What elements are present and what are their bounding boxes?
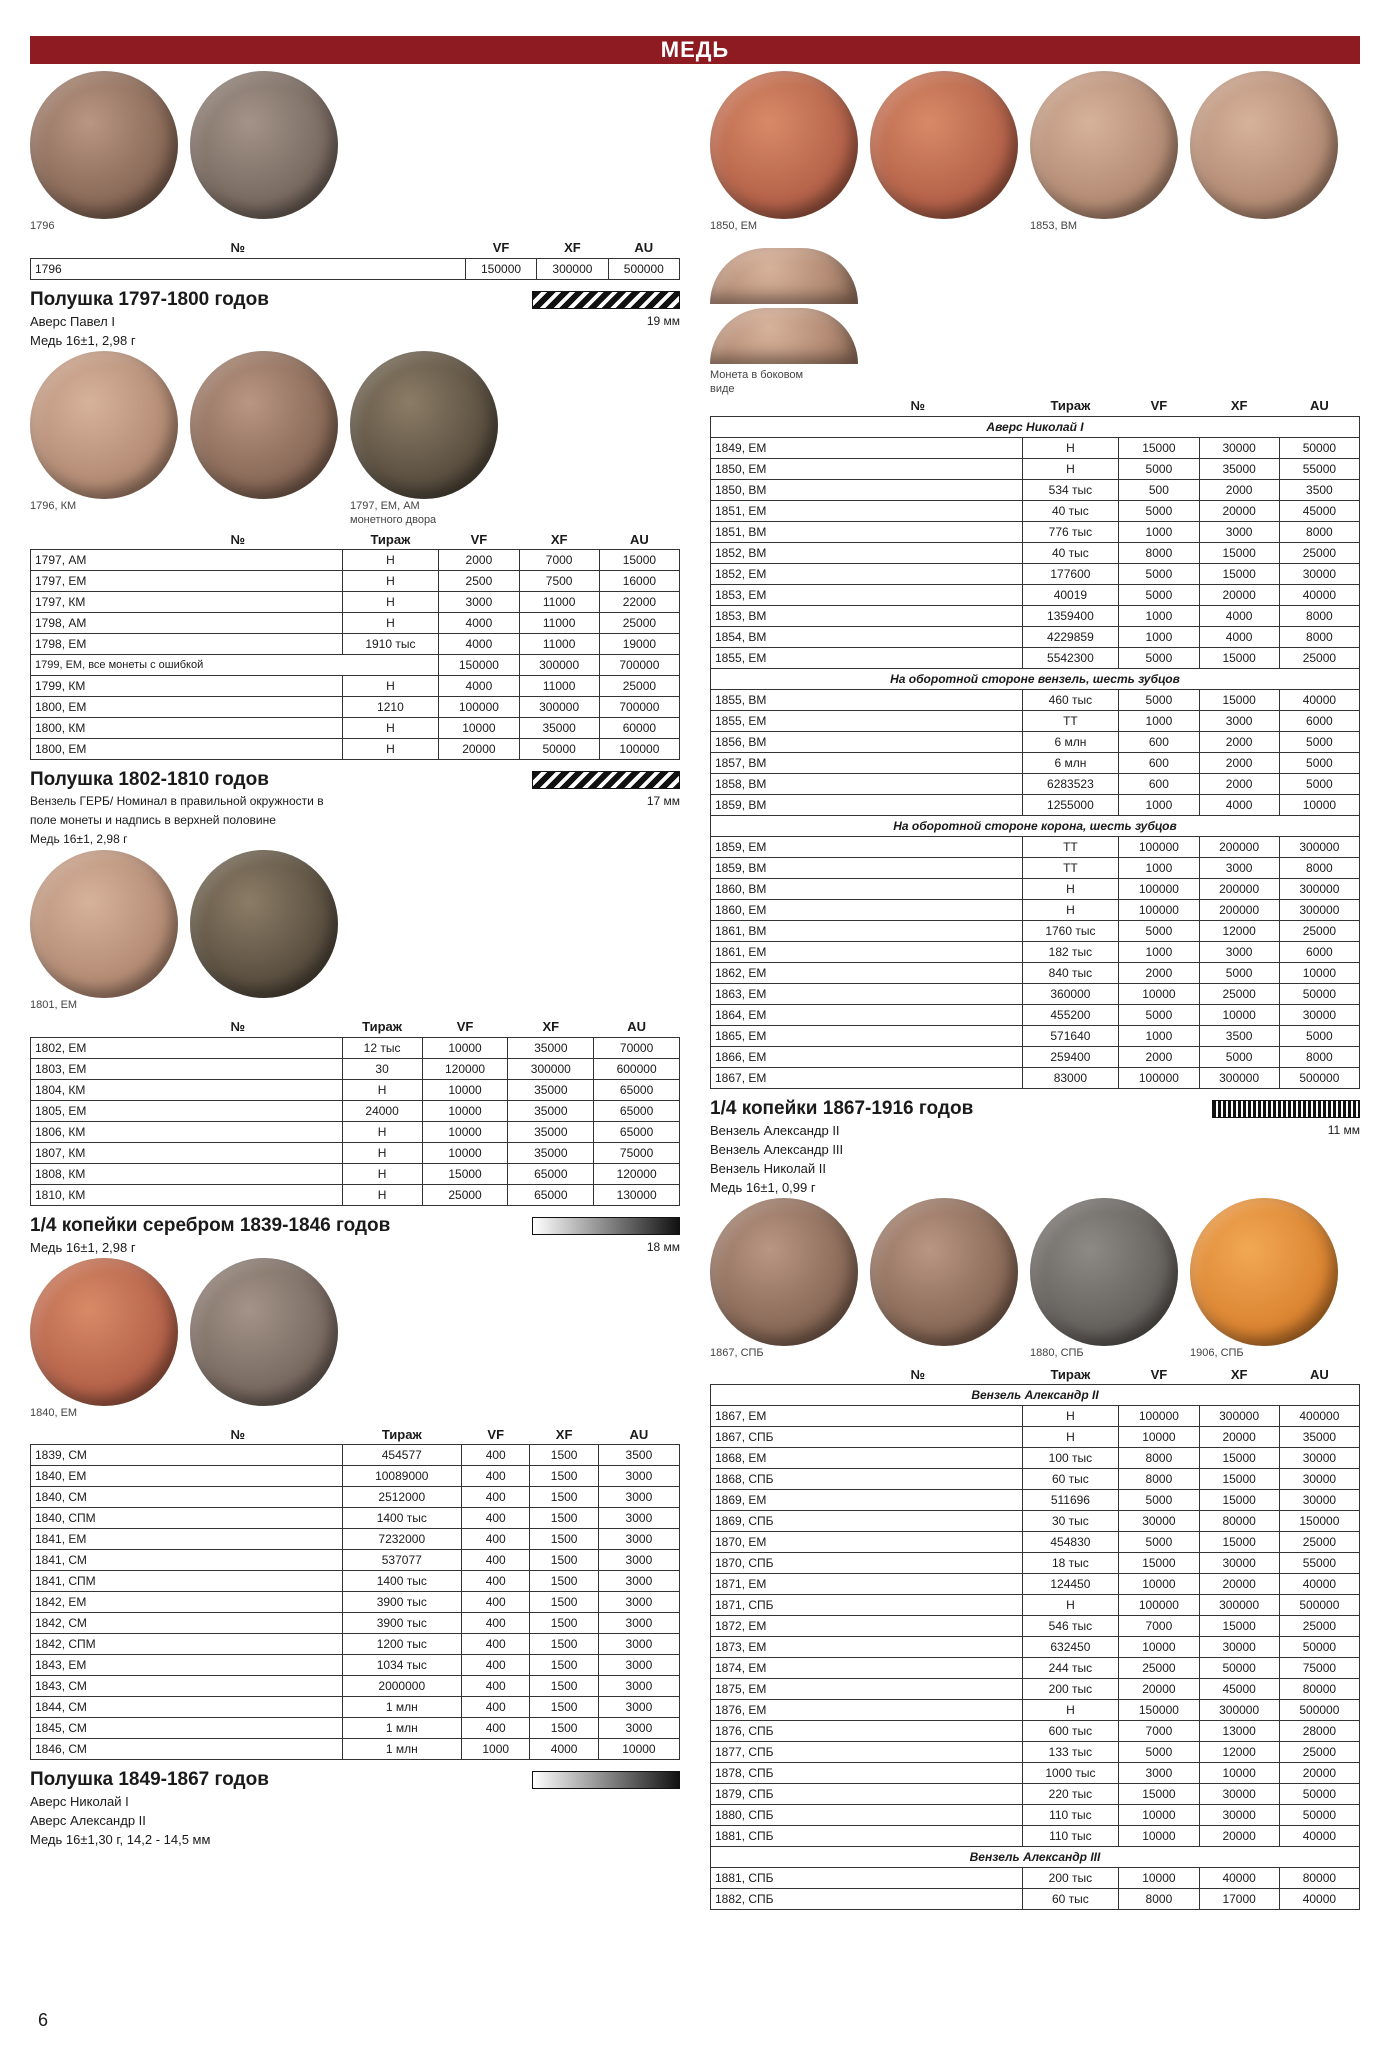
coin-image: [30, 71, 178, 219]
coin-images: [30, 849, 680, 999]
table-row: 1804, КМ Н 10000 35000 65000: [31, 1079, 680, 1100]
table-row: 1808, КМ Н 15000 65000 120000: [31, 1163, 680, 1184]
table-row: 1856, ВМ 6 млн 600 2000 5000: [711, 731, 1360, 752]
table-row: 1803, ЕМ 30 120000 300000 600000: [31, 1058, 680, 1079]
table-row: 1840, ЕМ 10089000 400 1500 3000: [31, 1466, 680, 1487]
table-row: 1853, ВМ 1359400 1000 4000 8000: [711, 605, 1360, 626]
table-row: 1846, СМ 1 млн 1000 4000 10000: [31, 1739, 680, 1760]
table-row: 1800, ЕМ 1210 100000 300000 700000: [31, 697, 680, 718]
table-row: 1863, ЕМ 360000 10000 25000 50000: [711, 983, 1360, 1004]
table-row: 1852, ЕМ 177600 5000 15000 30000: [711, 563, 1360, 584]
coin-edge-image: [710, 308, 858, 364]
table-row: 1869, СПБ 30 тыс 30000 80000 150000: [711, 1511, 1360, 1532]
table-row: 1851, ЕМ 40 тыс 5000 20000 45000: [711, 500, 1360, 521]
table-row: 1859, ВМ ТТ 1000 3000 8000: [711, 857, 1360, 878]
table-row: 1840, СМ 2512000 400 1500 3000: [31, 1487, 680, 1508]
col-au: AU: [634, 240, 654, 256]
table-row: 1842, ЕМ 3900 тыс 400 1500 3000: [31, 1592, 680, 1613]
section-meta: Аверс Николай I Аверс Александр II Медь 16±1,30 г, 14,2 - 14,5 мм: [30, 1794, 211, 1847]
table-row: 1875, ЕМ 200 тыс 20000 45000 80000: [711, 1679, 1360, 1700]
price-table: № Тираж VF XF AU Аверс Николай I 1849, ЕМ Н 15000 30000 50000 1850, ЕМ Н 5000 35000 55000 1850, ВМ 534 тыс 500 2000 3500 1851, ЕМ 40 тыс 5000 20000 45000 1851, ВМ 776 тыс 1000 3000 8000 1852, ВМ 40 тыс 8000 15000 25000 1852, ЕМ 177600 5000 15000 30000 1853, ЕМ 40019 5000 20000 40000 1853, ВМ 1359400 1000 4000 8000 1854, ВМ 4229859 1000 4000 8000 1855, ЕМ 5542300 5000 15000 25000 На оборотной стороне вензель, шесть зубцов 1855, ВМ 460 тыс 5000 15000 40000 1855, ЕМ ТТ 1000 3000 6000 1856, ВМ 6 млн 600 2000 5000 1857, ВМ 6 млн 600 2000 5000 1858, ВМ 6283523 600 2000 5000 1859, ВМ 1255000 1000 4000 10000 На оборотной стороне корона, шесть зубцов 1859, ЕМ ТТ 100000 200000 300000 1859, ВМ ТТ 1000 3000 8000 1860, ВМ Н 100000 200000 300000 1860, ЕМ Н 100000 200000 300000 1861, ВМ 1760 тыс 5000 12000 25000 1861, ЕМ 182 тыс 1000 3000 6000 1862, ЕМ 840 тыс 2000 5000 10000 1863, ЕМ 360000 10000 25000 50000 1864, ЕМ 455200 5000 10000 30000 1865, ЕМ 571640 1000 3500 5000 1866, ЕМ 259400 2000 5000 8000 1867, ЕМ 83000 100000 300000 500000: [710, 396, 1360, 1089]
coin-image: [870, 1198, 1018, 1346]
size-bar: [532, 1771, 680, 1789]
section-meta: Вензель ГЕРБ/ Номинал в правильной окружности в поле монеты и надпись в верхней половине Медь 16±1, 2,98 г 17 мм: [30, 794, 680, 846]
coin-captions: 1796, КМ 1797, ЕМ, АМ монетного двора: [30, 499, 437, 526]
table-row: 1852, ВМ 40 тыс 8000 15000 25000: [711, 542, 1360, 563]
table-row: 1843, СМ 2000000 400 1500 3000: [31, 1676, 680, 1697]
edge-caption: Монета в боковом виде: [710, 369, 804, 395]
table-row: 1868, ЕМ 100 тыс 8000 15000 30000: [711, 1448, 1360, 1469]
section-banner: МЕДЬ: [30, 36, 1360, 64]
table-row: 1879, СПБ 220 тыс 15000 30000 50000: [711, 1784, 1360, 1805]
page-number: 6: [38, 2010, 49, 2030]
section-title: Полушка 1802-1810 годов: [30, 768, 680, 792]
table-group-row: Аверс Николай I: [711, 416, 1360, 437]
table-row: 1860, ВМ Н 100000 200000 300000: [711, 878, 1360, 899]
table-group-row: Вензель Александр III: [711, 1847, 1360, 1868]
table-row: 1877, СПБ 133 тыс 5000 12000 25000: [711, 1742, 1360, 1763]
table-row: 1861, ЕМ 182 тыс 1000 3000 6000: [711, 941, 1360, 962]
table-row: 1806, КМ Н 10000 35000 65000: [31, 1121, 680, 1142]
size-bar: [532, 291, 680, 309]
table-row: 1842, СМ 3900 тыс 400 1500 3000: [31, 1613, 680, 1634]
coin-captions: 1867, СПБ 1880, СПБ 1906, СПБ: [710, 1346, 1244, 1359]
table-row: 1797, ЕМ Н 2500 7500 16000: [31, 571, 680, 592]
table-row: 1878, СПБ 1000 тыс 3000 10000 20000: [711, 1763, 1360, 1784]
section-title: Полушка 1797-1800 годов: [30, 288, 680, 312]
table-row: 1869, ЕМ 511696 5000 15000 30000: [711, 1490, 1360, 1511]
table-row: 1840, СПМ 1400 тыс 400 1500 3000: [31, 1508, 680, 1529]
table-row: 1796 150000 300000 500000: [31, 258, 680, 279]
section-meta: Медь 16±1, 2,98 г 18 мм: [30, 1239, 680, 1255]
coin-image: [710, 1198, 858, 1346]
coin-images: [30, 1257, 680, 1407]
coin-image: [350, 351, 498, 499]
left-column: [30, 70, 680, 1849]
table-row: 1841, СПМ 1400 тыс 400 1500 3000: [31, 1571, 680, 1592]
coin-images: [710, 70, 1360, 220]
price-table: № Тираж VF XF AU 1797, АМ Н 2000 7000 15000 1797, ЕМ Н 2500 7500 16000 1797, КМ Н 3000 11000 22000 1798, АМ Н 4000 11000 25000 1798, ЕМ 1910 тыс 4000 11000 19000 1799, ЕМ, все монеты с ошибкой 150000 300000 700000 1799, КМ Н 4000 11000 25000 1800, ЕМ 1210 100000 300000 700000 1800, КМ Н 10000 35000 60000 1800, ЕМ Н 20000 50000 100000: [30, 530, 680, 761]
table-group-row: На оборотной стороне корона, шесть зубцов: [711, 815, 1360, 836]
coin-images: [710, 1197, 1360, 1347]
table-row: 1800, ЕМ Н 20000 50000 100000: [31, 739, 680, 760]
coin-captions: 1850, ЕМ 1853, ВМ: [710, 220, 1078, 232]
table-row: 1842, СПМ 1200 тыс 400 1500 3000: [31, 1634, 680, 1655]
table-row: 1860, ЕМ Н 100000 200000 300000: [711, 899, 1360, 920]
table-row: 1843, ЕМ 1034 тыс 400 1500 3000: [31, 1655, 680, 1676]
table-row: 1880, СПБ 110 тыс 10000 30000 50000: [711, 1805, 1360, 1826]
coin-image: [190, 1258, 338, 1406]
coin-captions: [30, 220, 680, 238]
table-row: 1850, ВМ 534 тыс 500 2000 3500: [711, 479, 1360, 500]
table-row: 1867, ЕМ Н 100000 300000 400000: [711, 1406, 1360, 1427]
coin-image: [190, 71, 338, 219]
table-row: 1872, ЕМ 546 тыс 7000 15000 25000: [711, 1616, 1360, 1637]
coin-images: [30, 70, 680, 220]
table-row: 1855, ВМ 460 тыс 5000 15000 40000: [711, 689, 1360, 710]
table-row: 1850, ЕМ Н 5000 35000 55000: [711, 458, 1360, 479]
table-row: 1871, ЕМ 124450 10000 20000 40000: [711, 1574, 1360, 1595]
coin-image: [710, 71, 858, 219]
section-meta: Аверс Павел I Медь 16±1, 2,98 г 19 мм: [30, 313, 680, 348]
table-row: 1870, ЕМ 454830 5000 15000 25000: [711, 1532, 1360, 1553]
table-row: 1861, ВМ 1760 тыс 5000 12000 25000: [711, 920, 1360, 941]
coin-image: [1030, 1198, 1178, 1346]
table-row: 1797, АМ Н 2000 7000 15000: [31, 550, 680, 571]
table-row: 1849, ЕМ Н 15000 30000 50000: [711, 437, 1360, 458]
price-table: № Тираж VF XF AU 1839, СМ 454577 400 1500 3500 1840, ЕМ 10089000 400 1500 3000 1840, СМ 2512000 400 1500 3000 1840, СПМ 1400 тыс 400 1500 3000 1841, ЕМ 7232000 400 1500 3000 1841, СМ 537077 400 1500 3000 1841, СПМ 1400 тыс 400 1500 3000 1842, ЕМ 3900 тыс 400 1500 3000 1842, СМ 3900 тыс 400 1500 3000 1842, СПМ 1200 тыс 400 1500 3000 1843, ЕМ 1034 тыс 400 1500 3000 1843, СМ 2000000 400 1500 3000 1844, СМ 1 млн 400 1500 3000 1845, СМ 1 млн 400 1500 3000 1846, СМ 1 млн 1000 4000 10000: [30, 1425, 680, 1761]
col-xf: XF: [564, 240, 581, 256]
table-row: 1859, ВМ 1255000 1000 4000 10000: [711, 794, 1360, 815]
table-row: 1851, ВМ 776 тыс 1000 3000 8000: [711, 521, 1360, 542]
table-row: 1859, ЕМ ТТ 100000 200000 300000: [711, 836, 1360, 857]
size-bar: [1212, 1100, 1360, 1118]
coin-images: [30, 350, 680, 500]
coin-caption: 1796: [30, 220, 55, 232]
coin-captions: 1801, ЕМ: [30, 999, 78, 1011]
table-row: 1858, ВМ 6283523 600 2000 5000: [711, 773, 1360, 794]
edge-view: [710, 248, 1360, 364]
table-row: 1797, КМ Н 3000 11000 22000: [31, 592, 680, 613]
table-row: 1876, ЕМ Н 150000 300000 500000: [711, 1700, 1360, 1721]
table-group-row: На оборотной стороне вензель, шесть зубцов: [711, 668, 1360, 689]
table-row: 1854, ВМ 4229859 1000 4000 8000: [711, 626, 1360, 647]
table-row: 1857, ВМ 6 млн 600 2000 5000: [711, 752, 1360, 773]
table-row: 1799, КМ Н 4000 11000 25000: [31, 676, 680, 697]
table-row: 1845, СМ 1 млн 400 1500 3000: [31, 1718, 680, 1739]
coin-image: [30, 850, 178, 998]
coin-captions: 1840, ЕМ: [30, 1406, 78, 1419]
table-row: 1870, СПБ 18 тыс 15000 30000 55000: [711, 1553, 1360, 1574]
table-row: 1802, ЕМ 12 тыс 10000 35000 70000: [31, 1037, 680, 1058]
col-no: №: [230, 240, 245, 256]
section-title: 1/4 копейки 1867-1916 годов: [710, 1097, 1360, 1121]
table-row: 1800, КМ Н 10000 35000 60000: [31, 718, 680, 739]
table-row: 1841, СМ 537077 400 1500 3000: [31, 1550, 680, 1571]
table-row: 1881, СПБ 110 тыс 10000 20000 40000: [711, 1826, 1360, 1847]
table-row: 1853, ЕМ 40019 5000 20000 40000: [711, 584, 1360, 605]
coin-image: [190, 850, 338, 998]
table-row: 1868, СПБ 60 тыс 8000 15000 30000: [711, 1469, 1360, 1490]
coin-image: [1030, 71, 1178, 219]
table-row: 1799, ЕМ, все монеты с ошибкой 150000 300000 700000: [31, 655, 680, 676]
table-row: 1866, ЕМ 259400 2000 5000 8000: [711, 1046, 1360, 1067]
size-bar: [532, 1217, 680, 1235]
col-vf: VF: [492, 240, 510, 256]
coin-image: [1190, 71, 1338, 219]
table-row: 1807, КМ Н 10000 35000 75000: [31, 1142, 680, 1163]
coin-image: [30, 351, 178, 499]
price-table: [30, 238, 680, 280]
table-row: 1798, АМ Н 4000 11000 25000: [31, 613, 680, 634]
table-row: 1839, СМ 454577 400 1500 3500: [31, 1445, 680, 1466]
table-row: 1844, СМ 1 млн 400 1500 3000: [31, 1697, 680, 1718]
section-meta: Вензель Александр II Вензель Александр III Вензель Николай II Медь 16±1, 0,99 г 11 мм: [710, 1122, 1360, 1195]
table-row: 1874, ЕМ 244 тыс 25000 50000 75000: [711, 1658, 1360, 1679]
table-row: 1871, СПБ Н 100000 300000 500000: [711, 1595, 1360, 1616]
section-title: Полушка 1849-1867 годов: [30, 1768, 680, 1792]
table-row: 1867, ЕМ 83000 100000 300000 500000: [711, 1067, 1360, 1088]
coin-image: [1190, 1198, 1338, 1346]
table-row: 1876, СПБ 600 тыс 7000 13000 28000: [711, 1721, 1360, 1742]
table-row: 1873, ЕМ 632450 10000 30000 50000: [711, 1637, 1360, 1658]
table-row: 1798, ЕМ 1910 тыс 4000 11000 19000: [31, 634, 680, 655]
section-title: 1/4 копейки серебром 1839-1846 годов: [30, 1214, 680, 1238]
table-row: 1864, ЕМ 455200 5000 10000 30000: [711, 1004, 1360, 1025]
table-row: 1865, ЕМ 571640 1000 3500 5000: [711, 1025, 1360, 1046]
table-row: 1841, ЕМ 7232000 400 1500 3000: [31, 1529, 680, 1550]
table-row: 1810, КМ Н 25000 65000 130000: [31, 1184, 680, 1205]
table-row: 1862, ЕМ 840 тыс 2000 5000 10000: [711, 962, 1360, 983]
table-group-row: Вензель Александр II: [711, 1385, 1360, 1406]
coin-edge-image: [710, 248, 858, 304]
table-row: 1855, ЕМ ТТ 1000 3000 6000: [711, 710, 1360, 731]
table-row: 1882, СПБ 60 тыс 8000 17000 40000: [711, 1889, 1360, 1910]
table-row: 1805, ЕМ 24000 10000 35000 65000: [31, 1100, 680, 1121]
price-table: № Тираж VF XF AU Вензель Александр II 1867, ЕМ Н 100000 300000 400000 1867, СПБ Н 10000 20000 35000 1868, ЕМ 100 тыс 8000 15000 30000 1868, СПБ 60 тыс 8000 15000 30000 1869, ЕМ 511696 5000 15000 30000 1869, СПБ 30 тыс 30000 80000 150000 1870, ЕМ 454830 5000 15000 25000 1870, СПБ 18 тыс 15000 30000 55000 1871, ЕМ 124450 10000 20000 40000 1871, СПБ Н 100000 300000 500000 1872, ЕМ 546 тыс 7000 15000 25000 1873, ЕМ 632450 10000 30000 50000 1874, ЕМ 244 тыс 25000 50000 75000 1875, ЕМ 200 тыс 20000 45000 80000 1876, ЕМ Н 150000 300000 500000 1876, СПБ 600 тыс 7000 13000 28000 1877, СПБ 133 тыс 5000 12000 25000 1878, СПБ 1000 тыс 3000 10000 20000 1879, СПБ 220 тыс 15000 30000 50000 1880, СПБ 110 тыс 10000 30000 50000 1881, СПБ 110 тыс 10000 20000 40000 Вензель Александр III 1881, СПБ 200 тыс 10000 40000 80000 1882, СПБ 60 тыс 8000 17000 40000: [710, 1365, 1360, 1911]
coin-image: [190, 351, 338, 499]
coin-image: [30, 1258, 178, 1406]
table-row: 1881, СПБ 200 тыс 10000 40000 80000: [711, 1868, 1360, 1889]
price-table: № Тираж VF XF AU 1802, ЕМ 12 тыс 10000 35000 70000 1803, ЕМ 30 120000 300000 600000 1804, КМ Н 10000 35000 65000 1805, ЕМ 24000 10000 35000 65000 1806, КМ Н 10000 35000 65000 1807, КМ Н 10000 35000 75000 1808, КМ Н 15000 65000 120000 1810, КМ Н 25000 65000 130000: [30, 1017, 680, 1206]
table-row: 1867, СПБ Н 10000 20000 35000: [711, 1427, 1360, 1448]
size-bar: [532, 771, 680, 789]
table-row: 1855, ЕМ 5542300 5000 15000 25000: [711, 647, 1360, 668]
right-column: [710, 70, 1360, 1910]
coin-image: [870, 71, 1018, 219]
